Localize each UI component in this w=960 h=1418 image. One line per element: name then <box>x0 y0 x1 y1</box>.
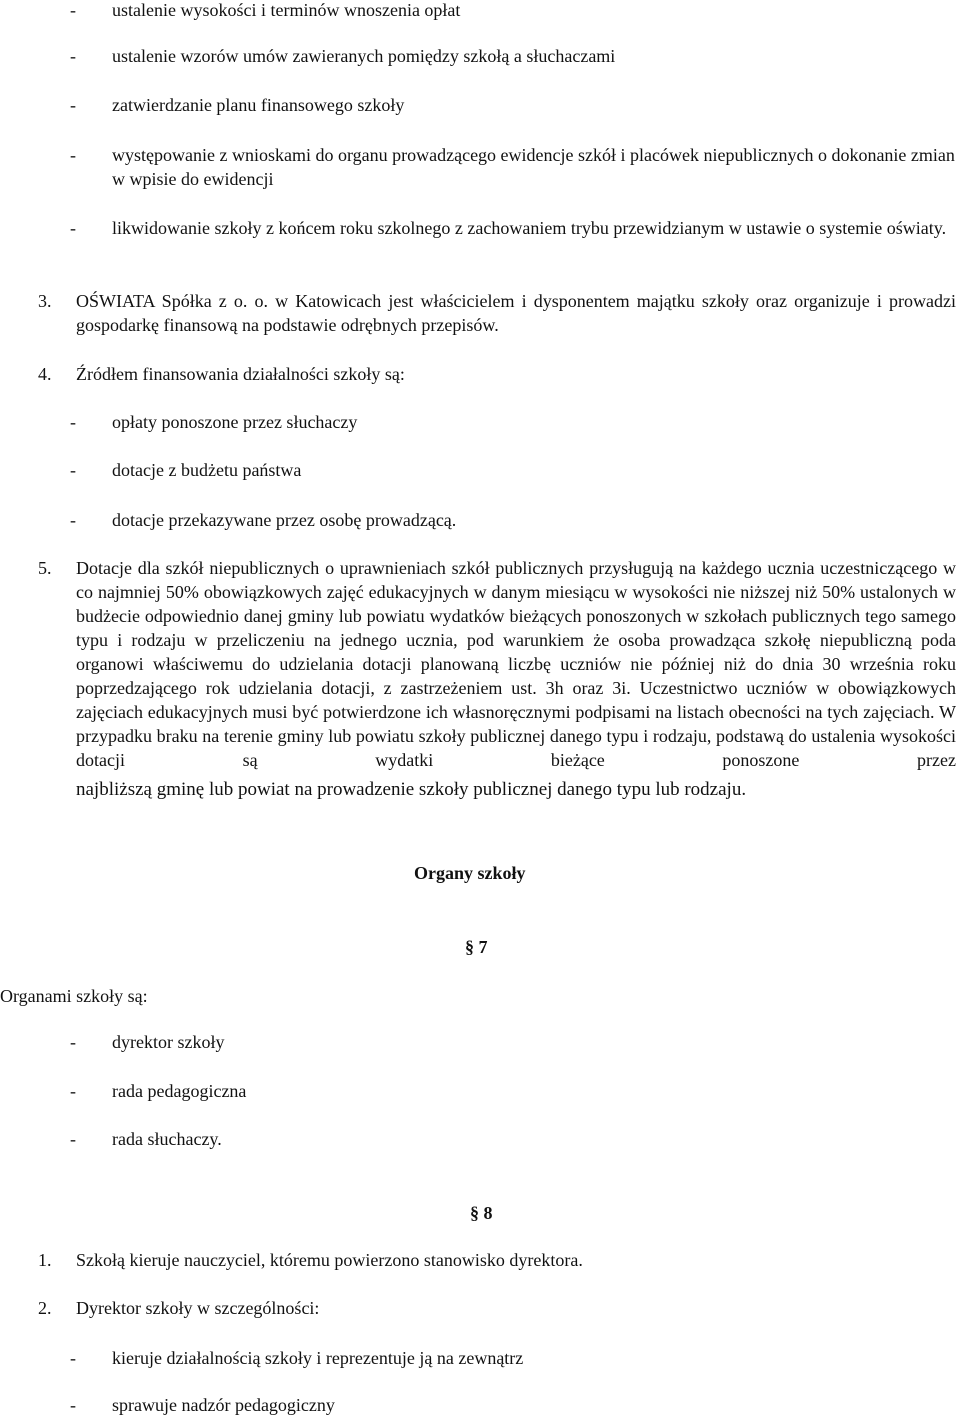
paragraph-text: OŚWIATA Spółka z o. o. w Katowicach jest właścicielem i dysponentem majątku szkoły oraz organizuje i prowadzi gospodarkę finansową na podstawie odrębnych przepisów. <box>76 291 956 335</box>
section-heading: Organy szkoły <box>414 863 526 883</box>
list-item-text: zatwierdzanie planu finansowego szkoły <box>112 95 405 115</box>
list-dash: - <box>70 46 76 66</box>
list-item <box>70 143 956 191</box>
list-dash: - <box>70 412 76 432</box>
list-item-text: dotacje przekazywane przez osobę prowadzącą. <box>112 510 457 530</box>
list-item <box>70 0 960 22</box>
list-item <box>70 1127 960 1151</box>
list-item-text: rada słuchaczy. <box>112 1129 222 1149</box>
list-item <box>70 508 960 532</box>
list-item-text: dotacje z budżetu państwa <box>112 460 302 480</box>
paragraph-number: 3. <box>38 291 52 311</box>
list-item-text: sprawuje nadzór pedagogiczny <box>112 1395 335 1415</box>
list-dash: - <box>70 1032 76 1052</box>
list-item-text: kieruje działalnością szkoły i reprezentuje ją na zewnątrz <box>112 1348 524 1368</box>
list-item-text: ustalenie wysokości i terminów wnoszenia opłat <box>112 0 461 20</box>
list-item <box>70 216 956 240</box>
list-item <box>70 1079 960 1103</box>
list-dash: - <box>70 218 76 238</box>
list-dash: - <box>70 0 76 20</box>
list-item <box>70 458 960 482</box>
organs-intro: Organami szkoły są: <box>0 986 148 1006</box>
paragraph-number: 2. <box>38 1298 52 1318</box>
paragraph-number: 4. <box>38 364 52 384</box>
paragraph-number: 1. <box>38 1250 52 1270</box>
list-item <box>70 410 960 434</box>
list-item-text: rada pedagogiczna <box>112 1081 247 1101</box>
numbered-paragraph <box>38 1248 956 1272</box>
paragraph-mark-8: § 8 <box>470 1203 493 1223</box>
list-dash: - <box>70 145 76 165</box>
list-item <box>70 93 960 117</box>
list-item-text: likwidowanie szkoły z końcem roku szkolnego z zachowaniem trybu przewidzianym w ustawie o systemie oświaty. <box>112 218 947 238</box>
paragraph-text: Dotacje dla szkół niepublicznych o uprawnieniach szkół publicznych przysługują na każdego ucznia uczestniczącego w co najmniej 50% obowiązkowych zajęć edukacyjnych w danym miesiącu w wysokości nie niższej niż 50% ustalonych w budżecie odpowiednio danej gminy lub powiatu wydatków bieżących ponoszonych w szkołach publicznych tego samego typu i rodzaju w przeliczeniu na jednego ucznia, pod warunkiem że osoba prowadząca szkołę niepubliczną poda organowi właściwemu do udzielania dotacji planowaną liczbę uczniów nie później niż do dnia 30 września roku poprzedzającego rok udzielania dotacji, z zastrzeżeniem ust. 3h oraz 3i. Uczestnictwo uczniów w obowiązkowych zajęciach edukacyjnych musi być potwierdzone ich własnoręcznymi podpisami na listach obecności na tych zajęciach. W przypadku braku na terenie gminy lub powiatu szkoły publicznej danego typu i rodzaju, podstawą do ustalenia wysokości dotacji są wydatki bieżące ponoszone przez <box>76 558 956 770</box>
list-dash: - <box>70 510 76 530</box>
list-dash: - <box>70 460 76 480</box>
list-dash: - <box>70 1081 76 1101</box>
list-item-text: opłaty ponoszone przez słuchaczy <box>112 412 358 432</box>
list-item-text: ustalenie wzorów umów zawieranych pomiędzy szkołą a słuchaczami <box>112 46 616 66</box>
numbered-paragraph <box>38 362 956 386</box>
paragraph-number: 5. <box>38 558 52 578</box>
paragraph-mark-7: § 7 <box>465 937 488 957</box>
numbered-paragraph <box>38 289 956 337</box>
list-item-text: występowanie z wnioskami do organu prowadzącego ewidencje szkół i placówek niepublicznych o dokonanie zmian w wpisie do ewidencji <box>112 145 955 189</box>
list-dash: - <box>70 95 76 115</box>
list-item <box>70 1346 960 1370</box>
list-item <box>70 1030 960 1054</box>
numbered-paragraph <box>38 1296 956 1320</box>
paragraph-text: Źródłem finansowania działalności szkoły są: <box>76 364 405 384</box>
numbered-paragraph <box>38 556 956 802</box>
list-item-text: dyrektor szkoły <box>112 1032 225 1052</box>
list-dash: - <box>70 1348 76 1368</box>
paragraph-last-line: najbliższą gminę lub powiat na prowadzenie szkoły publicznej danego typu lub rodzaju. <box>76 779 747 800</box>
paragraph-text: Dyrektor szkoły w szczególności: <box>76 1298 320 1318</box>
list-item <box>70 44 960 68</box>
list-dash: - <box>70 1395 76 1415</box>
list-dash: - <box>70 1129 76 1149</box>
paragraph-text: Szkołą kieruje nauczyciel, któremu powierzono stanowisko dyrektora. <box>76 1250 583 1270</box>
list-item <box>70 1393 960 1417</box>
